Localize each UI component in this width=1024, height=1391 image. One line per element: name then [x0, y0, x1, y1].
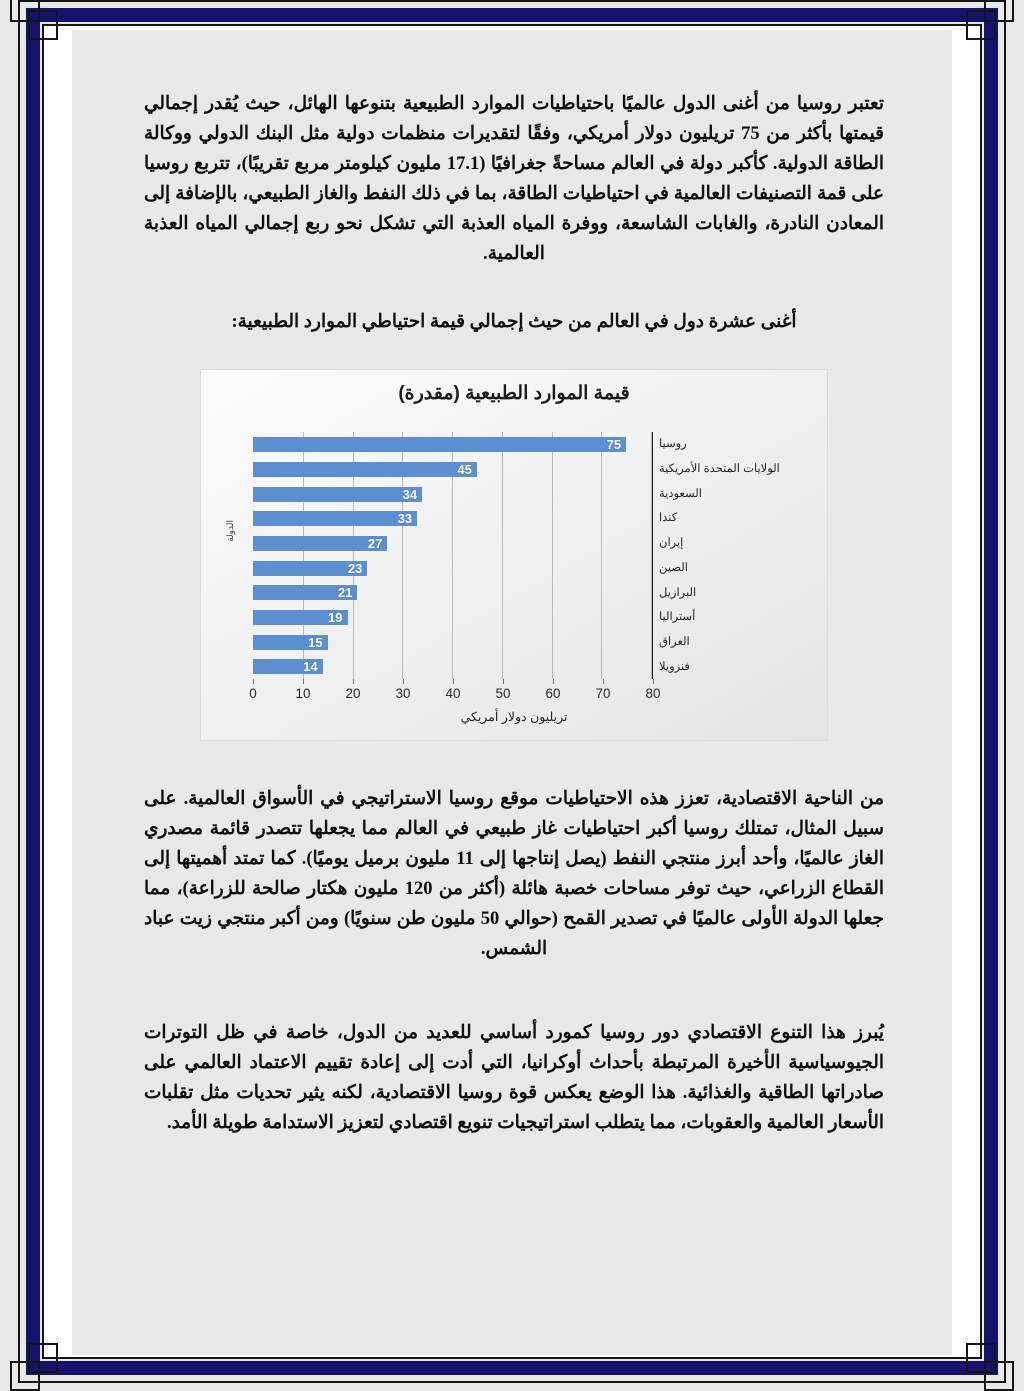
chart-bar: [253, 659, 323, 674]
chart-bar-value: 45: [457, 461, 472, 477]
page-border-band-bottom: [26, 1361, 998, 1375]
chart-x-tick-label: 10: [295, 686, 311, 702]
chart-x-axis-label: تريليون دولار أمريكي: [460, 710, 568, 725]
chart-x-tick-mark: [603, 679, 604, 684]
chart-bar-value: 15: [308, 634, 323, 650]
chart-bar-value: 21: [338, 585, 353, 601]
chart-bar-row: [253, 531, 651, 556]
chart-category-label: الصين: [659, 561, 688, 574]
chart-bar-value: 34: [402, 486, 418, 502]
document-body: [144, 90, 884, 1163]
chart-caption-line: أغنى عشرة دول في العالم من حيث إجمالي قيمة احتياطي الموارد الطبيعية:: [231, 311, 797, 332]
chart-category-label: السعودية: [659, 487, 702, 500]
chart-x-tick-mark: [303, 679, 304, 684]
chart-category-label: فنزويلا: [659, 660, 690, 673]
chart-x-tick-label: 20: [345, 686, 361, 702]
chart-x-tick-label: 70: [595, 686, 611, 702]
chart-bar-row: [253, 605, 651, 630]
chart-x-tick-label: 60: [545, 686, 561, 702]
paragraph-geopolitics: يُبرز هذا التنوع الاقتصادي دور روسيا كمورد أساسي للعديد من الدول، خاصة في ظل التوترات الجيوسياسية الأخيرة المرتبطة بأحداث أوكرانيا، التي أدت إلى إعادة تقييم الاعتماد العالمي على صادراتها الطاقية والغذائية. هذا الوضع يعكس قوة روسيا الاقتصادية، لكنه يثير تحديات مثل تقلبات الأسعار العالمية والعقوبات، مما يتطلب استراتيجيات تنويع اقتصادي لتعزيز الاستدامة طويلة الأمد.: [144, 1023, 884, 1134]
chart-category-label: إيران: [659, 537, 684, 550]
chart-bar: [253, 511, 417, 526]
spacer: [144, 355, 884, 369]
chart-x-tick-mark: [253, 679, 254, 684]
chart-bar-row: [253, 655, 651, 680]
chart-x-tick-mark: [553, 679, 554, 684]
chart-bar: [253, 610, 348, 625]
chart-bar-row: [253, 432, 651, 457]
chart-category-label: البرازيل: [659, 586, 697, 599]
document-page: [72, 30, 952, 1355]
chart-bar-value: 27: [367, 536, 383, 551]
page-border-band-left: [26, 8, 40, 1375]
chart-category-labels: [653, 432, 805, 679]
chart-category-label: الولايات المتحدة الأمريكية: [659, 463, 780, 476]
chart-category-label: روسيا: [659, 438, 687, 451]
paragraph-economy: من الناحية الاقتصادية، تعزز هذه الاحتياطيات موقع روسيا الاستراتيجي في الأسواق العالمية. على سبيل المثال، تمتلك روسيا أكبر احتياطيات غاز طبيعي في العالم مما يجعلها تتصدر قائمة مصدري الغاز عالميًا، وأحد أبرز منتجي النفط (يصل إنتاجها إلى 11 مليون برميل يوميًا). كما تمتد أهميتها إلى القطاع الزراعي، حيث توفر مساحات خصبة هائلة (أكثر من 120 مليون هكتار صالحة للزراعة)، مما جعلها الدولة الأولى عالميًا في تصدير القمح (حوالي 50 مليون طن سنويًا) ومن أكبر منتجي زيت عباد الشمس.: [144, 789, 884, 960]
chart-x-tick-label: 30: [395, 686, 411, 702]
chart-bar-row: [253, 506, 651, 531]
corner-knot-top-left-inner: [28, 10, 58, 40]
chart-gridline: [651, 432, 652, 679]
chart-category-label: كندا: [659, 512, 678, 525]
chart-bar-value: 19: [328, 610, 343, 626]
chart-bar: [253, 437, 626, 452]
chart-bar-row: [253, 556, 651, 581]
chart-x-tick-label: 80: [645, 686, 661, 702]
corner-knot-bottom-left-inner: [28, 1343, 58, 1373]
chart-x-tick-label: 40: [445, 686, 461, 702]
chart-x-tick-mark: [653, 679, 654, 684]
chart-y-axis-label: الدولة: [225, 520, 235, 543]
chart-category-label: العراق: [659, 635, 690, 648]
page-border-band-top: [26, 8, 998, 22]
chart-bar: [253, 536, 387, 551]
chart-bar-value: 75: [606, 437, 622, 453]
chart-bar-row: [253, 482, 651, 507]
chart-x-tick-mark: [403, 679, 404, 684]
chart-bar-row: [253, 581, 651, 606]
chart-x-tick-mark: [353, 679, 354, 684]
chart-x-tick-label: 0: [249, 686, 257, 702]
corner-knot-bottom-right-inner: [966, 1343, 996, 1373]
chart-bar-row: [253, 457, 651, 482]
chart-plot-area: [231, 432, 805, 702]
spacer: [144, 294, 884, 308]
chart-x-tick-mark: [453, 679, 454, 684]
chart-bar-row: [253, 630, 651, 655]
chart-bar: [253, 561, 367, 576]
chart-bar-value: 14: [303, 659, 318, 675]
spacer: [144, 771, 884, 785]
chart-category-label: أستراليا: [659, 611, 696, 624]
chart-x-tick-label: 50: [495, 686, 511, 702]
chart-x-tick-mark: [503, 679, 504, 684]
chart-bar: [253, 635, 328, 650]
chart-bar-value: 33: [397, 511, 413, 527]
chart-bar: [253, 462, 477, 477]
chart-bar: [253, 585, 357, 600]
paragraph-intro: تعتبر روسيا من أغنى الدول عالميًا باحتياطيات الموارد الطبيعية بتنوعها الهائل، حيث يُقدر إجمالي قيمتها بأكثر من 75 تريليون دولار أمريكي، وفقًا لتقديرات منظمات دولية مثل البنك الدولي ووكالة الطاقة الدولية. كأكبر دولة في العالم مساحةً جغرافيًا (17.1 مليون كيلومتر مربع تقريبًا)، تتربع روسيا على قمة التصنيفات العالمية في احتياطيات الطاقة، بما في ذلك النفط والغاز الطبيعي، بالإضافة إلى المعادن النادرة، والغابات الشاسعة، ووفرة المياه العذبة التي تشكل نحو ربع إجمالي المياه العذبة العالمية.: [144, 94, 884, 264]
chart-bar-value: 23: [347, 560, 363, 576]
chart-title: قيمة الموارد الطبيعية (مقدرة): [398, 383, 630, 405]
corner-knot-top-right-inner: [966, 10, 996, 40]
chart-bar: [253, 487, 422, 502]
chart-bars: [253, 432, 653, 679]
spacer: [144, 989, 884, 1019]
page-border-band-right: [984, 8, 998, 1375]
natural-resources-bar-chart: [200, 369, 828, 741]
